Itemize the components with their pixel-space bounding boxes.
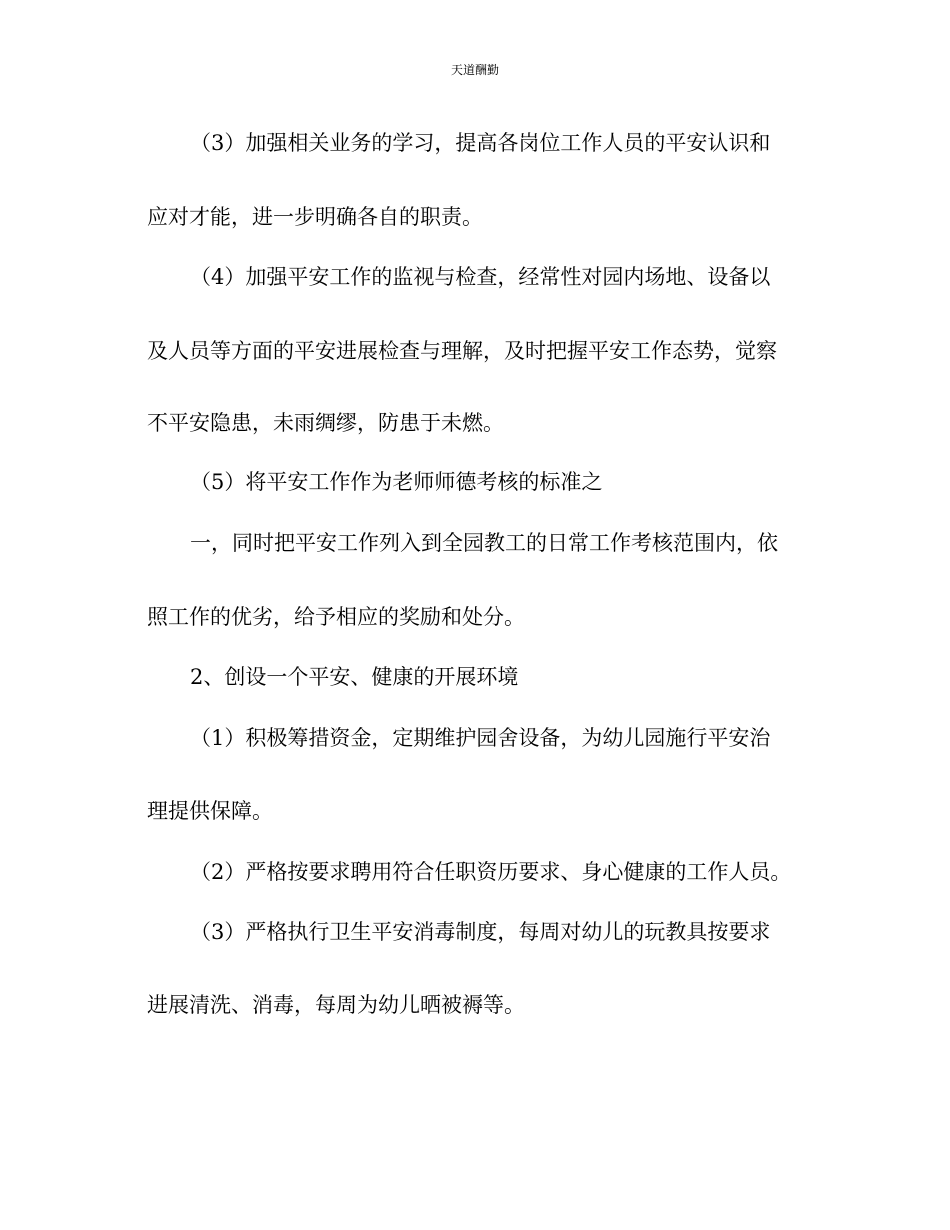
line-text: 进展清洗、消毒，每周为幼儿晒被褥等。 xyxy=(147,993,525,1017)
line-text: （3）加强相关业务的学习，提高各岗位工作人员的平安认识和 xyxy=(190,131,771,155)
header-text: 天道酬勤 xyxy=(450,63,499,77)
line-text: 及人员等方面的平安进展检查与理解，及时把握平安工作态势，觉察 xyxy=(147,339,777,363)
line-text: （4）加强平安工作的监视与检查，经常性对园内场地、设备以 xyxy=(190,265,771,289)
line-text: 不平安隐患，未雨绸缪，防患于未燃。 xyxy=(147,411,504,435)
line-text: 应对才能，进一步明确各自的职责。 xyxy=(147,205,483,229)
line-text: （2）严格按要求聘用符合任职资历要求、身心健康的工作人员。 xyxy=(190,860,792,884)
page-header xyxy=(0,62,950,78)
line-text: （3）严格执行卫生平安消毒制度，每周对幼儿的玩教具按要求 xyxy=(190,920,771,944)
line-text: 2、创设一个平安、健康的开展环境 xyxy=(190,665,519,689)
line-text: （5）将平安工作作为老师师德考核的标准之 xyxy=(190,470,603,494)
line-text: 一，同时把平安工作列入到全园教工的日常工作考核范围内，依 xyxy=(190,531,778,555)
line-text: （1）积极筹措资金，定期维护园舍设备，为幼儿园施行平安治 xyxy=(190,726,771,750)
line-text: 理提供保障。 xyxy=(147,799,273,823)
line-text: 照工作的优劣，给予相应的奖励和处分。 xyxy=(147,605,525,629)
